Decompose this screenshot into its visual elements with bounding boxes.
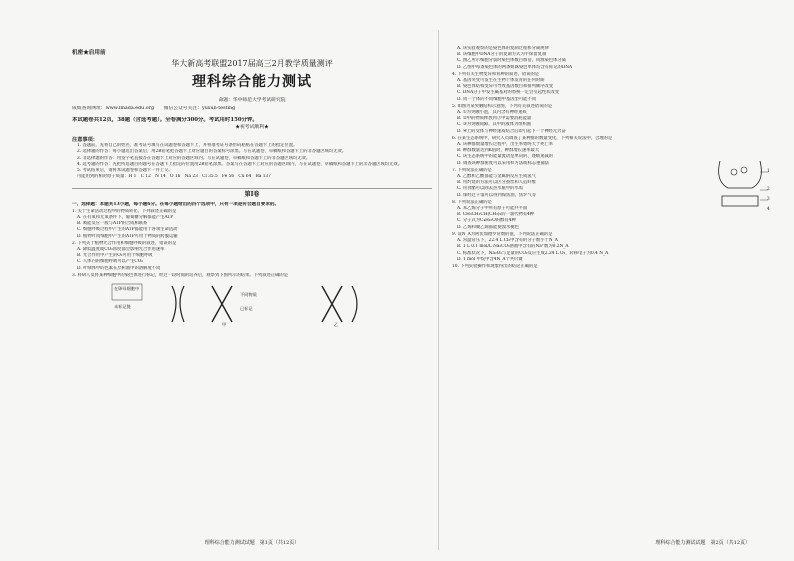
option-line: D. 叶绿体中的色素在层析液中的溶解度不同 (77, 265, 161, 271)
postsynaptic-membrane (722, 196, 758, 206)
good-luck-banner: ★祝考试顺利★ (235, 124, 269, 130)
notice-title: 注意事项： (72, 137, 98, 144)
notice-item: 3. 非选择题的作答：用签字笔直接答在答题卡上对应的答题区域内。写在试题卷、草稿纸和答题卡上的非答题区域均无效。 (77, 155, 311, 161)
option-line: A. 该实验观察的是染色体的复制过程和分离规律 (457, 46, 549, 51)
option-line: B. 种群数量达到K值时，种群增长速率最大 (457, 148, 540, 154)
chromosome-d (352, 286, 357, 322)
option-line: B. CH₃CH₂CH(CH₃)₂的一氯代物有4种 (457, 212, 535, 218)
option-line: C. 人体内的细胞呼吸可以产生CO₂ (77, 259, 143, 265)
option-line: A. 苯乙烯分子中所有原子可能共平面 (457, 206, 528, 212)
synapse-label: 4 (767, 206, 770, 211)
option-line: C. 用食醋可以除去热水瓶中的水垢 (457, 186, 524, 192)
option-line: D. ④上的受体与神经递质结合后即引起下一个神经元兴奋 (457, 128, 566, 134)
exam-info-line: 本试题卷共12页，38题（含选考题）。全卷满分300分。考试用时150分钟。 (72, 116, 258, 123)
proposition-line: 命题：华中师范大学考试研究院 (218, 98, 286, 104)
option-line: A. 乙醇和乙酸都能与金属钠反应生成氢气 (457, 174, 536, 180)
question-line: 5. 如图为某突触结构示意图，下列有关叙述错误的是 (452, 103, 552, 109)
notice-item: 4. 选考题的作答：先把所选题目的题号在答题卡上指定的位置用2B铅笔涂黑。答案写在答题卡上对应的答题区域内，写在试题卷、草稿纸和答题卡上的非答题区域均无效。 (77, 161, 403, 167)
confidential-label: 机密★启用前 (72, 50, 106, 56)
option-line: D. 乙烯和聚乙烯都能使溴水褪色 (457, 224, 519, 230)
synapse-label: 2 (767, 186, 770, 191)
option-line: A. 在有氧和无氧条件下，葡萄糖分解都能产生ATP (77, 215, 174, 221)
option-line: D. 调查该种群密度可以采用样方法或标志重捕法 (457, 160, 549, 166)
option-line: D. 植物叶肉细胞中产生的ATP可用于物质的跨膜运输 (77, 233, 178, 239)
chromosome-b (212, 286, 232, 322)
option-line: D. 同一个体的不同细胞中基因型可能不同 (457, 96, 537, 102)
question-line: 3. 科研人员将某种细胞中的染色体进行标记，经过一段时间的培养后，观察到下图所示的结果。下列叙述正确的是 (72, 272, 289, 278)
fig-caption-b: 乙 (334, 322, 339, 328)
question-line: 8. 下列说法正确的是 (452, 199, 492, 205)
question-line: 9. 设N_A为阿伏加德罗常数的值，下列说法正确的是 (452, 231, 553, 237)
notice-item: 2. 选择题的作答：每小题选出答案后，用2B铅笔把答题卡上对应题目的答案标号涂黑。写在试题卷、草稿纸和答题卡上的非答题区域均无效。 (77, 149, 347, 155)
left-page (72, 38, 432, 548)
question-line: 4. 下列有关生物变异和育种的叙述，错误的是 (452, 71, 540, 77)
section-heading: 一、选择题：本题共13小题，每小题6分。在每小题给出的四个选项中，只有一项是符合题目要求的。 (72, 201, 280, 207)
option-line: D. 1 mol 甲烷中含4N_A个共价键 (457, 256, 523, 262)
synapse-figure (710, 38, 770, 219)
option-line: B. 该细胞中DNA分子的复制方式为半保留复制 (457, 52, 547, 58)
option-line: A. 常温常压下，22.4 L Cl₂中含有的分子数小于N_A (457, 238, 558, 244)
question-line: 1. 关于生命活动过程中的物质转化，下列叙述正确的是 (72, 208, 177, 214)
chromosome-figure (72, 282, 432, 328)
fig-label: 未标记链 (114, 304, 131, 310)
fig-caption-a: 甲 (222, 322, 227, 328)
atomic-mass-line: 可能用到的相对原子质量：H 1 C 12 N 14 O 16 Na 23 Cl 35.5 Fe 56 Cu 64 Ba 137 (77, 174, 271, 180)
chromosome-c (322, 286, 342, 322)
right-page (452, 38, 770, 548)
synapse-label: 3 (767, 196, 770, 201)
option-line: A. 降低温度或CO₂浓度都会影响光合作用速率 (77, 247, 165, 253)
exam-name: 华大新高考联盟2017届高三2月教学质量测评 (171, 59, 333, 69)
vesicle (741, 167, 747, 173)
option-line: C. 该生态系统中的能量流动是单向的、逐级递减的 (457, 154, 554, 160)
option-line: C. 细胞呼吸过程中产生的ATP都能用于各项生命活动 (77, 227, 178, 233)
option-line: C. 分子式为C₄H₁₀O的醇有4种 (457, 218, 516, 224)
option-line: B. 1 L 0.1 mol/L Na₂CO₃溶液中含有的Na⁺数为0.2N_A (457, 244, 569, 250)
option-line: B. 光合作用中产生的O₂可用于细胞呼吸 (77, 253, 153, 259)
site-line: 成绩查询网址：www.lmada.edu.org 微信公众号关注：yuxun-testing (72, 106, 236, 112)
fig-label: 不同物质 (240, 292, 257, 298)
option-line: B. ②中的物质释放到③中需要消耗能量 (457, 116, 532, 122)
option-line: A. 基因突变可发生在生物个体发育的任何时期 (457, 78, 545, 84)
option-line: C. ③为突触间隙，其中的液体为组织液 (457, 122, 532, 128)
page-fold-divider (438, 30, 439, 550)
question-line: 2. 下列关于植物光合作用和细胞呼吸的叙述，错误的是 (72, 240, 177, 246)
fig-label: 已标记 (240, 306, 253, 312)
option-line: B. 吸能反应一般与ATP的合成相联系 (77, 221, 148, 227)
question-line: 7. 下列说法正确的是 (452, 167, 492, 173)
notice-item: 5. 考试结束后，请将本试题卷和答题卡一并上交。 (77, 168, 173, 174)
question-line: 10. 下列实验操作和现象得出的结论正确的是 (452, 263, 538, 269)
vesicle (731, 169, 737, 175)
notice-item: 1. 答题前，先将自己的姓名、准考证号填写在试题卷和答题卡上，并将准考证号条形码粘贴在答题卡上的指定位置。 (77, 143, 298, 149)
option-line: D. 煤经过干馏可以得到煤焦油、焦炉气等 (457, 192, 537, 198)
presynaptic-terminal (719, 161, 762, 188)
question-line: 6. 在某生态系统中，研究人员调查了某种群的数量变化，下列相关说法中，合理的是 (452, 135, 613, 141)
fig-label: 在卵母细胞中 (114, 286, 140, 292)
option-line: A. ①为突触小泡，其内含有神经递质 (457, 110, 527, 116)
synapse-illustration (710, 156, 770, 216)
page-footer-left: 理科综合能力测试试题 第1页（共12页） (204, 539, 300, 546)
option-line: B. 染色体结构变异可导致基因数目和排列顺序改变 (457, 84, 554, 90)
volume-heading: 第Ⅰ卷 (72, 188, 432, 198)
page-title: 理科综合能力测试 (192, 74, 312, 91)
option-line: D. 乙图中每条染色体的两条姐妹染色单体均含有标记的DNA (457, 64, 573, 70)
page-footer-right: 理科综合能力测试试题 第2页（共12页） (655, 539, 750, 546)
synapse-label: 1 (767, 168, 770, 173)
option-line: C. DNA分子中发生碱基对的替换一定会引起性状改变 (457, 90, 560, 96)
option-line: C. 图乙所示细胞分裂时染色体数目加倍，同源染色体分离 (457, 58, 566, 64)
option-line: B. 用灼烧的方法可以区分蚕丝和人造纤维 (457, 180, 536, 186)
chromosome-a (172, 286, 184, 322)
option-line: A. 该种群数量增长过程中，出生率始终大于死亡率 (457, 142, 554, 148)
option-line: C. 标准状况下，Na₂O₂与足量的CO₂反应生成2.24 L O₂，转移电子为0.4 N_A (457, 250, 609, 256)
